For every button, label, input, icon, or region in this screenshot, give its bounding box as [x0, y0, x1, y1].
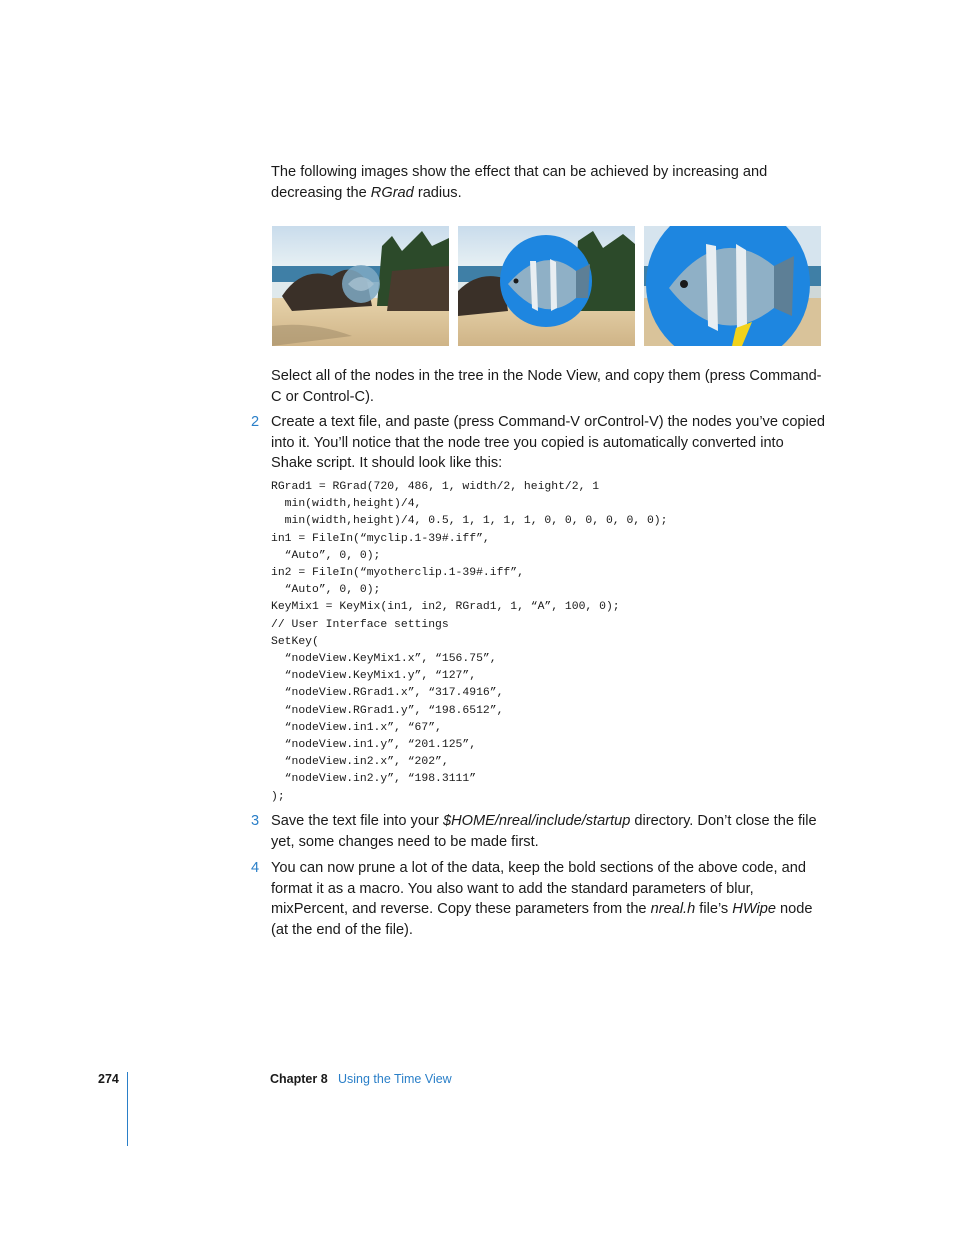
- rgrad-small-image: [272, 226, 449, 346]
- intro-italic-term: RGrad: [370, 184, 414, 201]
- intro-text: The following images show the effect that can be achieved by increasing and decreasing the: [271, 164, 768, 201]
- page-number: 274: [98, 1072, 119, 1086]
- step-2-number: 2: [251, 414, 260, 430]
- step-3-text-end: directory. Don’t close the file yet, some changes need to be made first.: [271, 813, 817, 850]
- step-4-number: 4: [251, 860, 260, 876]
- step-4-text-end: node (at the end of the file).: [271, 901, 813, 938]
- select-nodes-text: Select all of the nodes in the tree in the Node View, and copy them (press Command-C or Control-C).: [271, 368, 822, 405]
- step-2-text: Create a text file, and paste (press Command-V orControl-V) the nodes you’ve copied into it. You’ll notice that the node tree you copied is automatically converted into Shake script. It should look like this:: [271, 414, 826, 471]
- rgrad-medium-image: [458, 226, 635, 346]
- chapter-label: Chapter 8: [270, 1072, 328, 1086]
- footer-divider: [127, 1072, 128, 1146]
- hwipe-node: HWipe: [732, 901, 776, 917]
- step-4-text: You can now prune a lot of the data, keep the bold sections of the above code, and format it as a macro. You also want to add the standard parameters of blur, mixPercent, and reverse. Copy these parameters from the: [271, 860, 806, 917]
- startup-path: $HOME/nreal/include/startup: [442, 813, 631, 829]
- nreal-h-file: nreal.h: [650, 901, 696, 917]
- step-3-paragraph: [271, 811, 827, 852]
- step-2-paragraph: [271, 412, 827, 474]
- chapter-title: Using the Time View: [338, 1072, 452, 1086]
- rgrad-large-image: [644, 226, 821, 346]
- step-3-number: 3: [251, 813, 260, 829]
- shake-script-code: RGrad1 = RGrad(720, 486, 1, width/2, height/2, 1 min(width,height)/4, min(width,height)/4, 0.5, 1, 1, 1, 1, 0, 0, 0, 0, 0, 0); in1 = FileIn(“myclip.1-39#.iff”, “Auto”, 0, 0); in2 = FileIn(“myotherclip.1-39#.iff”, “Auto”, 0, 0); KeyMix1 = KeyMix(in1, in2, RGrad1, 1, “A”, 100, 0); // User Interface settings SetKey( “nodeView.KeyMix1.x”, “156.75”, “nodeView.KeyMix1.y”, “127”, “nodeView.RGrad1.x”, “317.4916”, “nodeView.RGrad1.y”, “198.6512”, “nodeView.in1.x”, “67”, “nodeView.in1.y”, “201.125”, “nodeView.in2.x”, “202”, “nodeView.in2.y”, “198.3111” );: [271, 481, 668, 803]
- step-4-paragraph: [271, 858, 827, 940]
- select-nodes-paragraph: [271, 366, 827, 407]
- intro-paragraph: [271, 162, 827, 203]
- intro-text-end: radius.: [413, 184, 462, 201]
- step-4-text-middle: file’s: [695, 901, 733, 917]
- step-3-text: Save the text file into your: [271, 813, 443, 829]
